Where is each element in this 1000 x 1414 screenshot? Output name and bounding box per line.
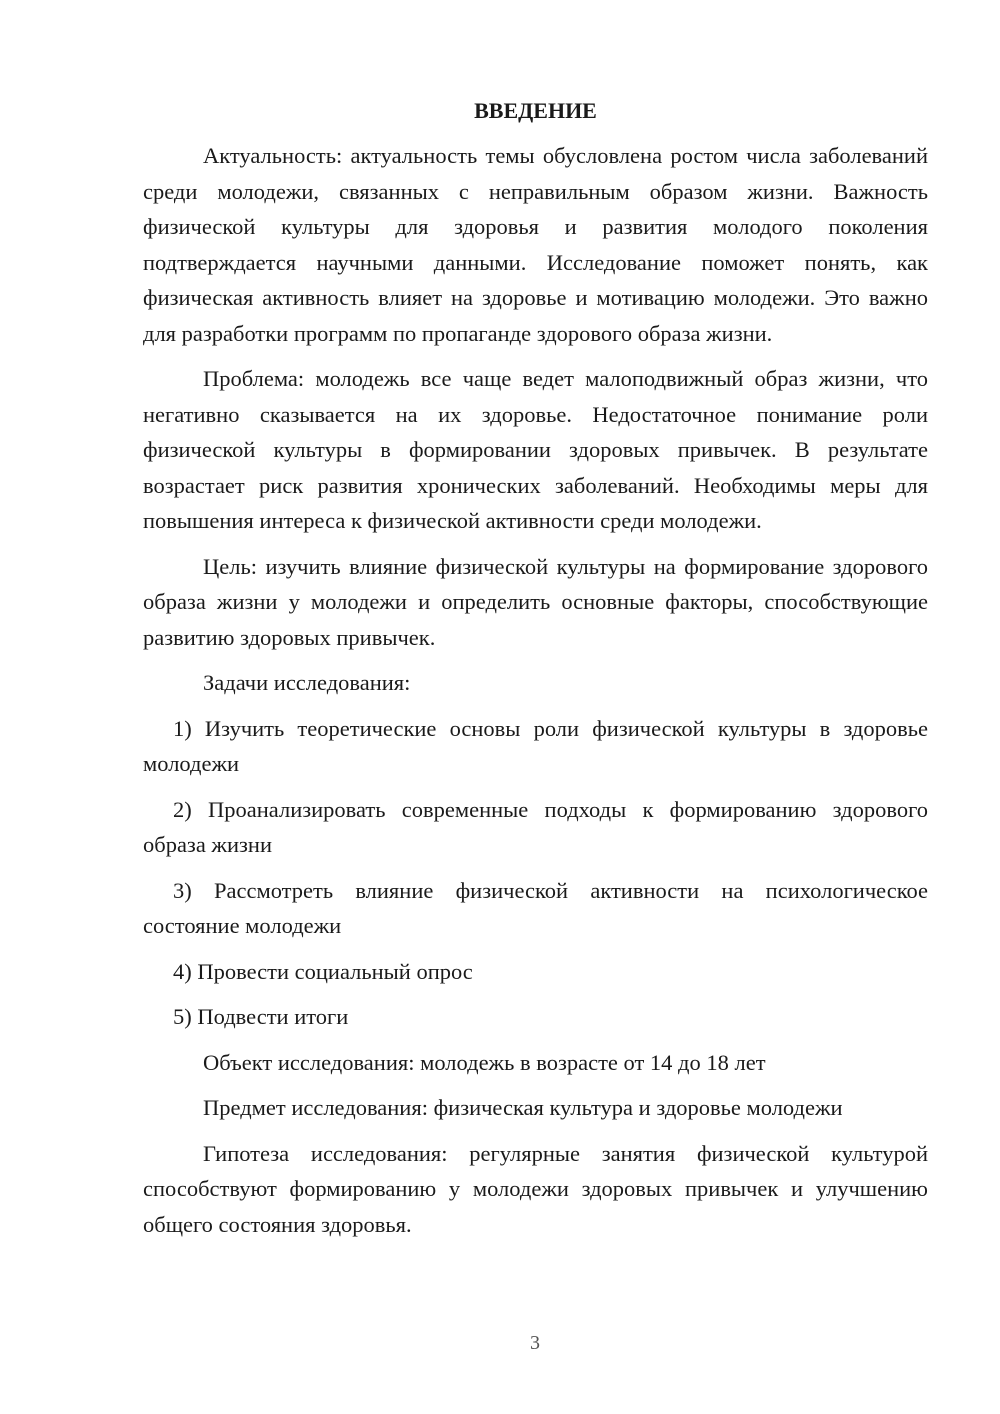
tasks-heading: Задачи исследования:	[203, 670, 411, 695]
paragraph-object: Объект исследования: молодежь в возрасте от 14 до 18 лет	[203, 1049, 766, 1075]
document-body	[143, 93, 928, 1252]
paragraph-problem: Проблема: молодежь все чаще ведет малоподвижный образ жизни, что негативно сказывается на их здоровье. Недостаточное понимание роли физической культуры в формировании здоровых привычек. В результате возрастает риск развития хронических заболеваний. Необходимы меры для повышения интереса к физической активности среди молодежи.	[143, 366, 928, 533]
page-title: ВВЕДЕНИЕ	[474, 98, 597, 123]
paragraph-hypothesis: Гипотеза исследования: регулярные занятия физической культурой способствуют формированию у молодежи здоровых привычек и улучшению общего состояния здоровья.	[143, 1140, 928, 1237]
list-item-task-4: 4) Провести социальный опрос	[173, 958, 473, 984]
list-item-task-3: 3) Рассмотреть влияние физической активности на психологическое состояние молодежи	[143, 877, 928, 938]
list-item-task-2: 2) Проанализировать современные подходы к формированию здорового образа жизни	[143, 796, 928, 857]
list-item-task-5: 5) Подвести итоги	[173, 1004, 349, 1029]
list-item-task-1: 1) Изучить теоретические основы роли физической культуры в здоровье молодежи	[143, 715, 928, 776]
paragraph-relevance: Актуальность: актуальность темы обусловлена ростом числа заболеваний среди молодежи, связанных с неправильным образом жизни. Важность физической культуры для здоровья и развития молодого поколения подтверждается научными данными. Исследование поможет понять, как физическая активность влияет на здоровье и мотивацию молодежи. Это важно для разработки программ по пропаганде здорового образа жизни.	[143, 143, 928, 346]
page-number: 3	[530, 1332, 540, 1354]
paragraph-goal: Цель: изучить влияние физической культуры на формирование здорового образа жизни у молодежи и определить основные факторы, способствующие развитию здоровых привычек.	[143, 553, 928, 650]
paragraph-subject: Предмет исследования: физическая культура и здоровье молодежи	[203, 1095, 843, 1120]
